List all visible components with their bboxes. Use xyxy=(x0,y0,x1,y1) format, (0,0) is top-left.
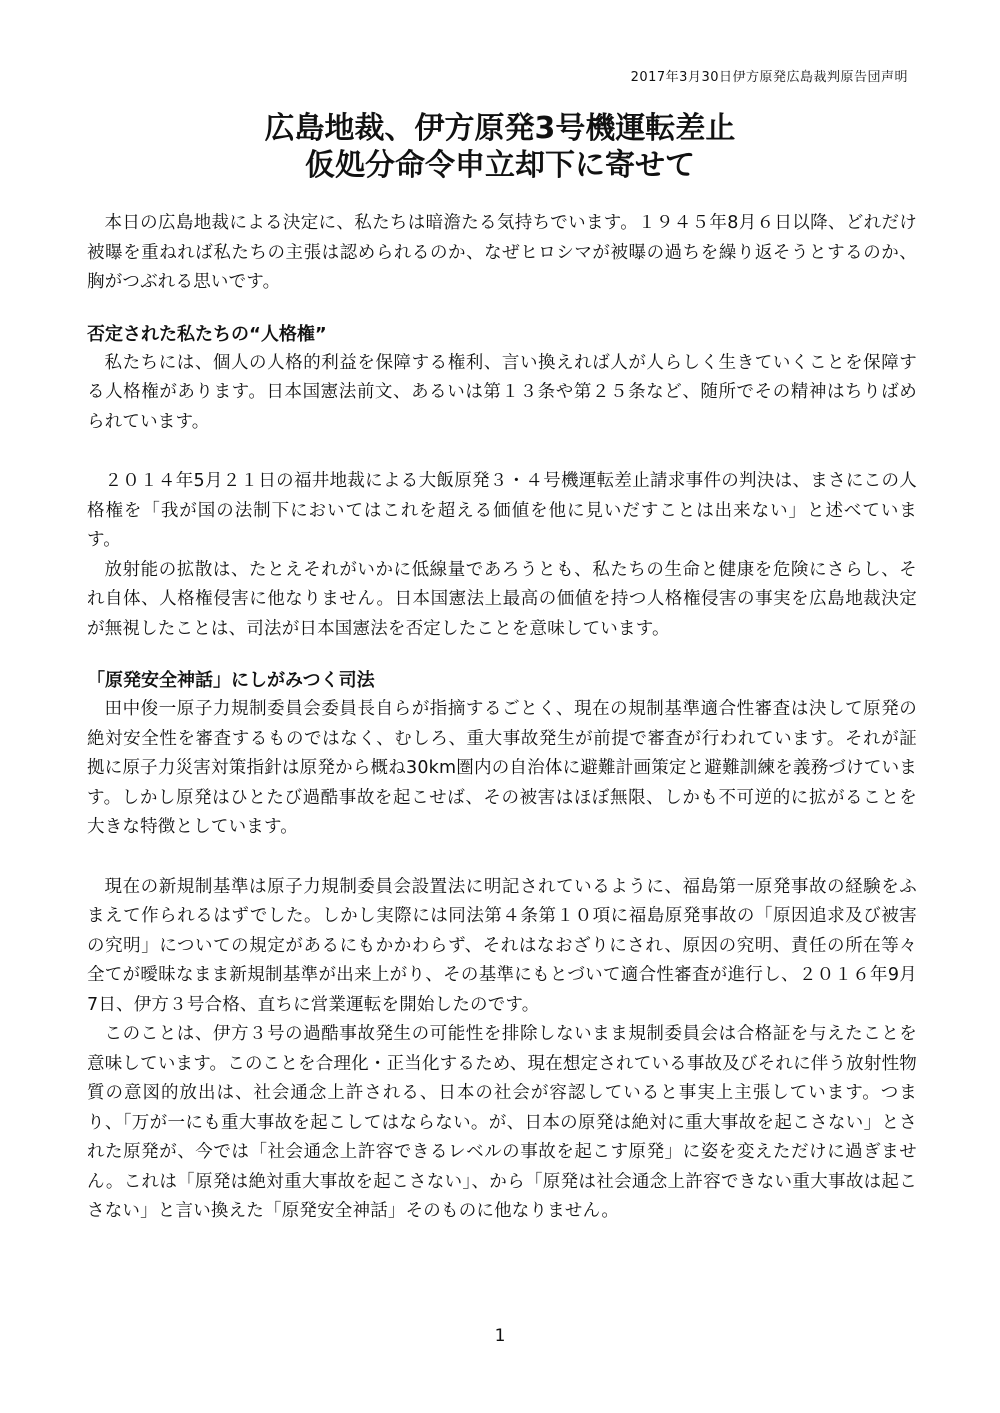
section-2-paragraph-2: 現在の新規制基準は原子力規制委員会設置法に明記されているように、福島第一原発事故の経験をふまえて作られるはずでした。しかし実際には同法第４条第１０項に福島原発事故の「原因追求及び被害の究明」についての規定があるにもかかわらず、それはなおざりにされ、原因の究明、責任の所在等々全てが曖昧なまま新規制基準が出来上がり、その基準にもとづいて適合性審査が進行し、２０１６年9月7日、伊方３号合格、直ちに営業運転を開始したのです。 xyxy=(87,876,917,1015)
section-2-paragraph-1: 田中俊一原子力規制委員会委員長自らが指摘するごとく、現在の規制基準適合性審査は決して原発の絶対安全性を審査するものではなく、むしろ、重大事故発生が前提で審査が行われています。それが証拠に原子力災害対策指針は原発から概ね30km圏内の自治体に避難計画策定と避難訓練を義務づけています。しかし原発はひとたび過酷事故を起こせば、その被害はほぼ無限、しかも不可逆的に拡がることを大きな特徴としています。 xyxy=(87,699,917,837)
section-1-heading: 否定された私たちの“人格権” xyxy=(87,323,327,345)
header-note: 2017年3月30日伊方原発広島裁判原告団声明 xyxy=(630,70,908,85)
section-1-paragraph-2: ２０１４年5月２１日の福井地裁による大飯原発３・４号機運転差止請求事件の判決は、まさにこの人格権を「我が国の法制下においてはこれを超える価値を他に見いだすことは出来ない」と述べています。 xyxy=(87,471,917,550)
document-title xyxy=(0,110,1000,184)
paragraph-spacer xyxy=(87,843,917,873)
section-2-heading: 「原発安全神話」にしがみつく司法 xyxy=(87,670,375,691)
section-1-paragraph-3: 放射能の拡散は、たとえそれがいかに低線量であろうとも、私たちの生命と健康を危険にさらし、それ自体、人格権侵害に他なりません。日本国憲法上最高の価値を持つ人格権侵害の事実を広島地裁決定が無視したことは、司法が日本国憲法を否定したことを意味しています。 xyxy=(87,559,917,639)
intro-paragraph: 本日の広島地裁による決定に、私たちは暗澹たる気持ちでいます。１９４５年8月６日以降、どれだけ被曝を重ねれば私たちの主張は認められるのか、なぜヒロシマが被曝の過ちを繰り返そうとするのか、胸がつぶれる思いです。 xyxy=(87,213,917,292)
page-number: 1 xyxy=(494,1326,506,1346)
section-2-paragraph-3: このことは、伊方３号の過酷事故発生の可能性を排除しないまま規制委員会は合格証を与えたことを意味しています。このことを合理化・正当化するため、現在想定されている事故及びそれに伴う放射性物質の意図的放出は、社会通念上許される、日本の社会が容認していると事実上主張しています。つまり、「万が一にも重大事故を起こしてはならない。が、日本の原発は絶対に重大事故を起こさない」とされた原発が、今では「社会通念上許容できるレベルの事故を起こす原発」に姿を変えただけに過ぎません。これは「原発は絶対重大事故を起こさない」、から「原発は社会通念上許容できない重大事故は起こさない」と言い換えた「原発安全神話」そのものに他なりません。 xyxy=(87,1024,917,1221)
title-line-2: 仮処分命令申立却下に寄せて xyxy=(305,148,695,183)
title-line-1: 広島地裁、伊方原発3号機運転差止 xyxy=(264,111,736,146)
paragraph-spacer xyxy=(87,437,917,467)
section-1-paragraph-1: 私たちには、個人の人格的利益を保障する権利、言い換えれば人が人らしく生きていくことを保障する人格権があります。日本国憲法前文、あるいは第１３条や第２５条など、随所でその精神はちりばめられています。 xyxy=(87,352,917,432)
document-body xyxy=(87,209,917,1227)
